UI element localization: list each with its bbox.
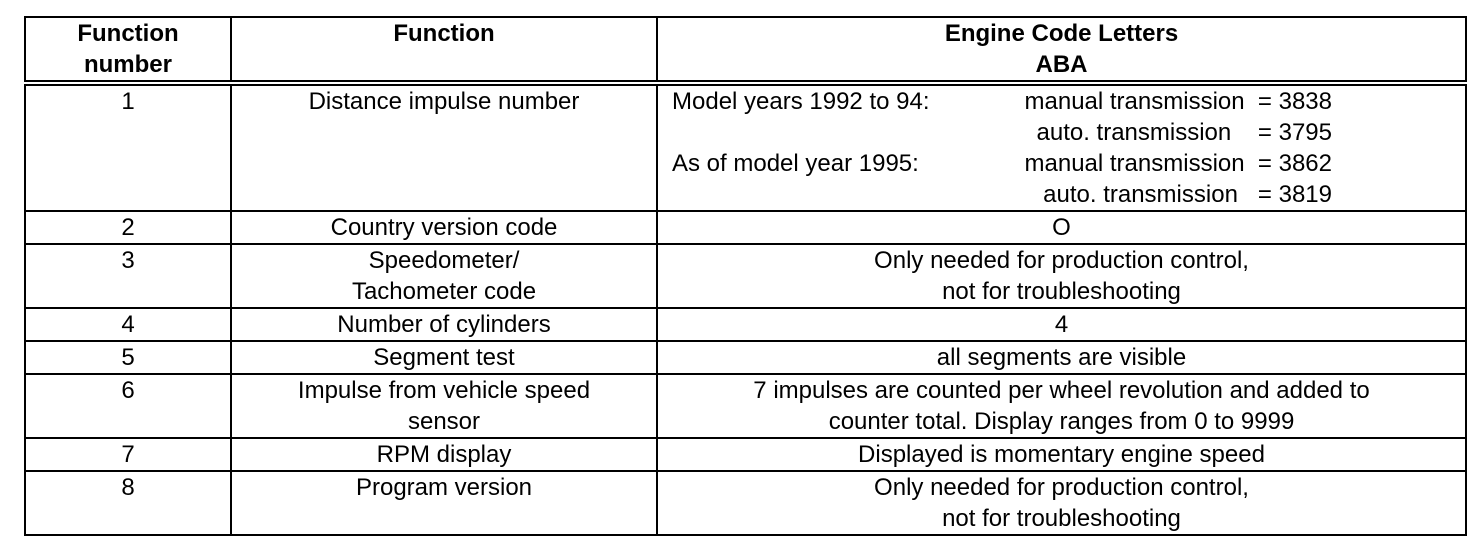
header-text: Function: [77, 20, 179, 47]
table-row: [25, 471, 1466, 535]
engine-value-text: O: [1052, 214, 1071, 241]
engine-value-cell: [657, 438, 1466, 471]
value-line: [672, 117, 1332, 148]
engine-value-cell: [657, 244, 1466, 308]
function-name-cell: [231, 341, 657, 374]
header-row: [25, 17, 1466, 83]
function-name-text: Segment test: [373, 344, 515, 371]
function-name-text: Speedometer/: [368, 247, 520, 274]
value-line-value: manual transmission = 3862: [1024, 150, 1332, 177]
engine-value-cell: [657, 83, 1466, 211]
value-line-label: As of model year 1995:: [672, 150, 919, 177]
engine-value-cell: [657, 308, 1466, 341]
function-name-text: Distance impulse number: [308, 88, 580, 115]
table-row: [25, 341, 1466, 374]
function-name-cell: [231, 83, 657, 211]
table-row: [25, 308, 1466, 341]
function-name-text: Tachometer code: [351, 278, 537, 305]
engine-value-text: 4: [1054, 311, 1069, 338]
value-line-value: auto. transmission = 3819: [1043, 181, 1332, 208]
engine-value-cell: [657, 211, 1466, 244]
table-row: [25, 244, 1466, 308]
function-number-cell: 6: [25, 374, 231, 438]
engine-value-text: not for troubleshooting: [942, 505, 1181, 532]
header-text: Engine Code Letters: [944, 20, 1179, 47]
function-number-cell: 1: [25, 83, 231, 211]
engine-value-cell: [657, 341, 1466, 374]
engine-value-text: Only needed for production control,: [874, 474, 1249, 501]
function-name-cell: [231, 244, 657, 308]
function-name-cell: [231, 438, 657, 471]
function-number-cell: 8: [25, 471, 231, 535]
value-line-value: manual transmission = 3838: [1024, 88, 1332, 115]
table-row: [25, 83, 1466, 211]
function-number-cell: 4: [25, 308, 231, 341]
function-number-cell: 3: [25, 244, 231, 308]
function-name-cell: [231, 211, 657, 244]
header-text: ABA: [1035, 51, 1088, 78]
engine-value-text: Only needed for production control,: [874, 247, 1249, 274]
function-name-cell: [231, 374, 657, 438]
table-row: [25, 438, 1466, 471]
function-name-text: Impulse from vehicle speed: [297, 377, 591, 404]
function-name-text: Country version code: [330, 214, 558, 241]
table-header: [25, 17, 1466, 83]
value-line-value: auto. transmission = 3795: [1036, 119, 1332, 146]
header-text: Function: [393, 20, 495, 47]
function-number-cell: 5: [25, 341, 231, 374]
value-line: [672, 148, 1332, 179]
header-engine-code: [657, 17, 1466, 83]
engine-value-text: counter total. Display ranges from 0 to 9999: [828, 408, 1295, 435]
function-number-cell: 2: [25, 211, 231, 244]
function-number-cell: 7: [25, 438, 231, 471]
header-function-number: [25, 17, 231, 83]
function-name-text: sensor: [407, 408, 481, 435]
engine-value-text: not for troubleshooting: [942, 278, 1181, 305]
value-line-label: Model years 1992 to 94:: [672, 88, 930, 115]
function-name-text: Program version: [355, 474, 533, 501]
distance-impulse-values: [672, 86, 1332, 210]
header-text: number: [83, 51, 172, 78]
header-function: [231, 17, 657, 83]
table-row: [25, 374, 1466, 438]
function-name-cell: [231, 308, 657, 341]
engine-value-text: 7 impulses are counted per wheel revolution and added to: [753, 377, 1370, 404]
engine-value-text: Displayed is momentary engine speed: [858, 441, 1265, 468]
function-table: [24, 16, 1467, 536]
function-name-text: Number of cylinders: [337, 311, 551, 338]
table-row: [25, 211, 1466, 244]
function-name-text: RPM display: [376, 441, 512, 468]
engine-value-text: all segments are visible: [936, 344, 1187, 371]
function-name-cell: [231, 471, 657, 535]
value-line: [672, 179, 1332, 210]
engine-value-cell: [657, 374, 1466, 438]
engine-value-cell: [657, 471, 1466, 535]
value-line: [672, 86, 1332, 117]
